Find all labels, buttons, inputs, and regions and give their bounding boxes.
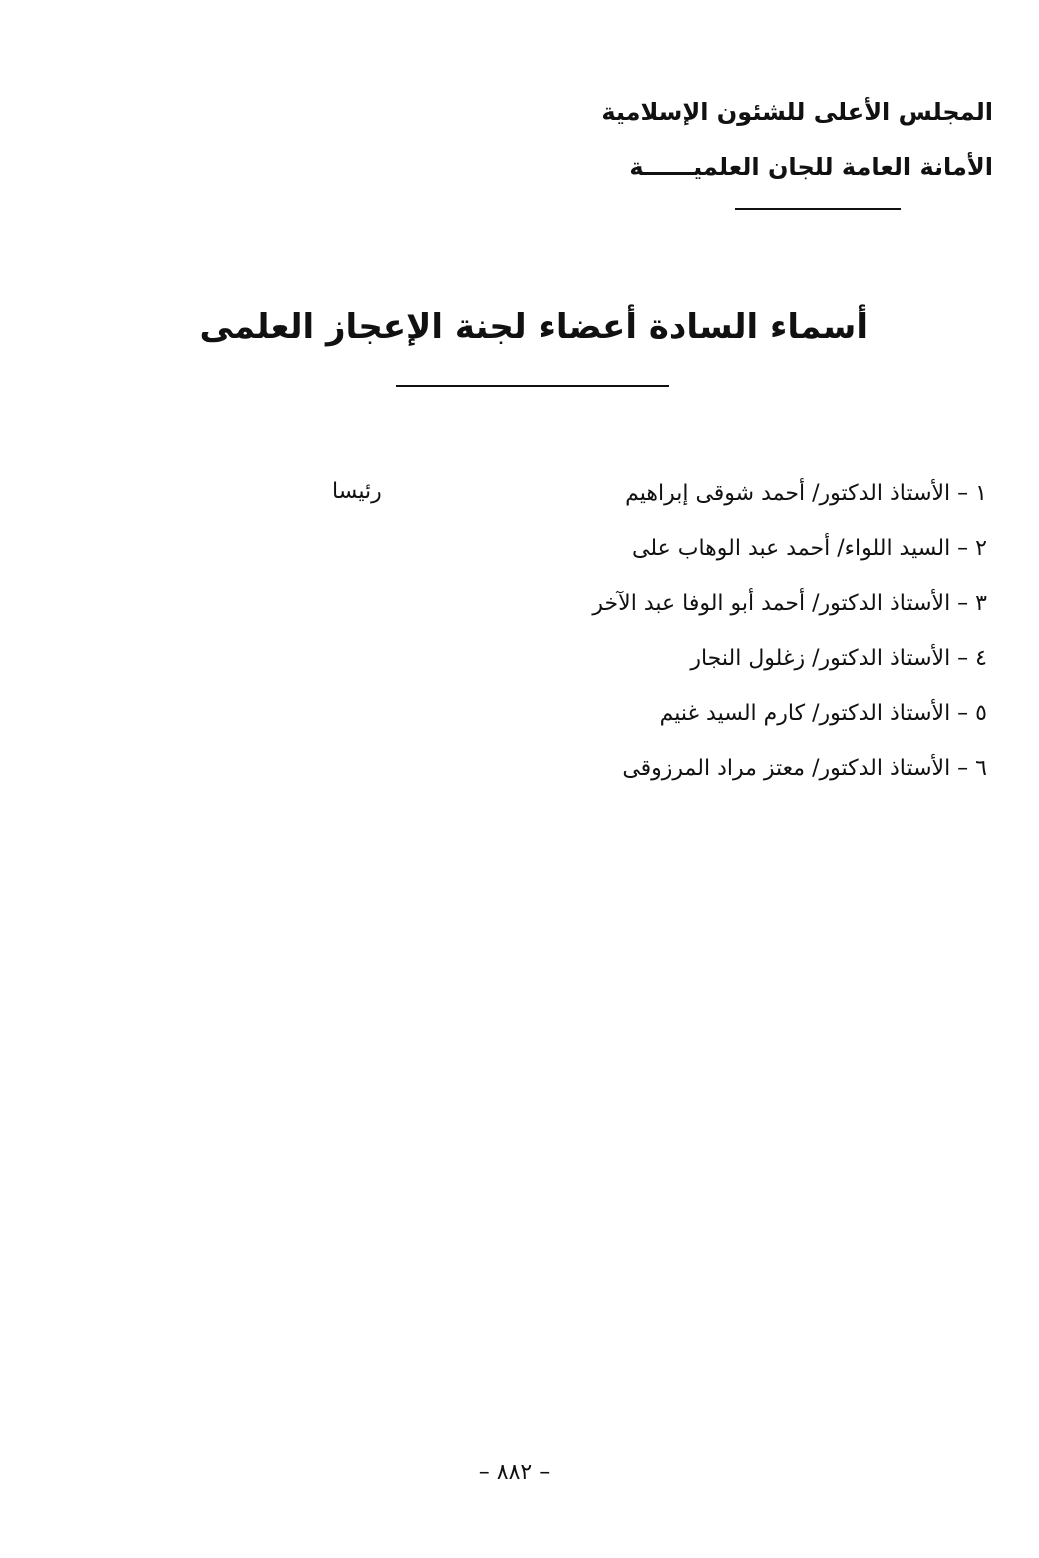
member-item-2: ٢ – السيد اللواء/ أحمد عبد الوهاب على (632, 536, 987, 561)
department-name: الأمانة العامة للجان العلميــــــة (629, 153, 993, 181)
member-item-4: ٤ – الأستاذ الدكتور/ زغلول النجار (690, 646, 987, 671)
member-item-6: ٦ – الأستاذ الدكتور/ معتز مراد المرزوقى (622, 756, 987, 781)
member-item-3: ٣ – الأستاذ الدكتور/ أحمد أبو الوفا عبد الآخر (592, 591, 987, 616)
member-item-1: ١ – الأستاذ الدكتور/ أحمد شوقى إبراهيم (625, 481, 987, 506)
organization-name: المجلس الأعلى للشئون الإسلامية (601, 98, 993, 126)
page-number: – ٨٨٢ – (478, 1460, 551, 1485)
document-title: أسماء السادة أعضاء لجنة الإعجاز العلمى (199, 307, 868, 347)
title-divider (396, 385, 669, 387)
member-role-chair: رئيسا (332, 479, 382, 504)
member-item-5: ٥ – الأستاذ الدكتور/ كارم السيد غنيم (659, 701, 987, 726)
header-divider (735, 208, 901, 210)
